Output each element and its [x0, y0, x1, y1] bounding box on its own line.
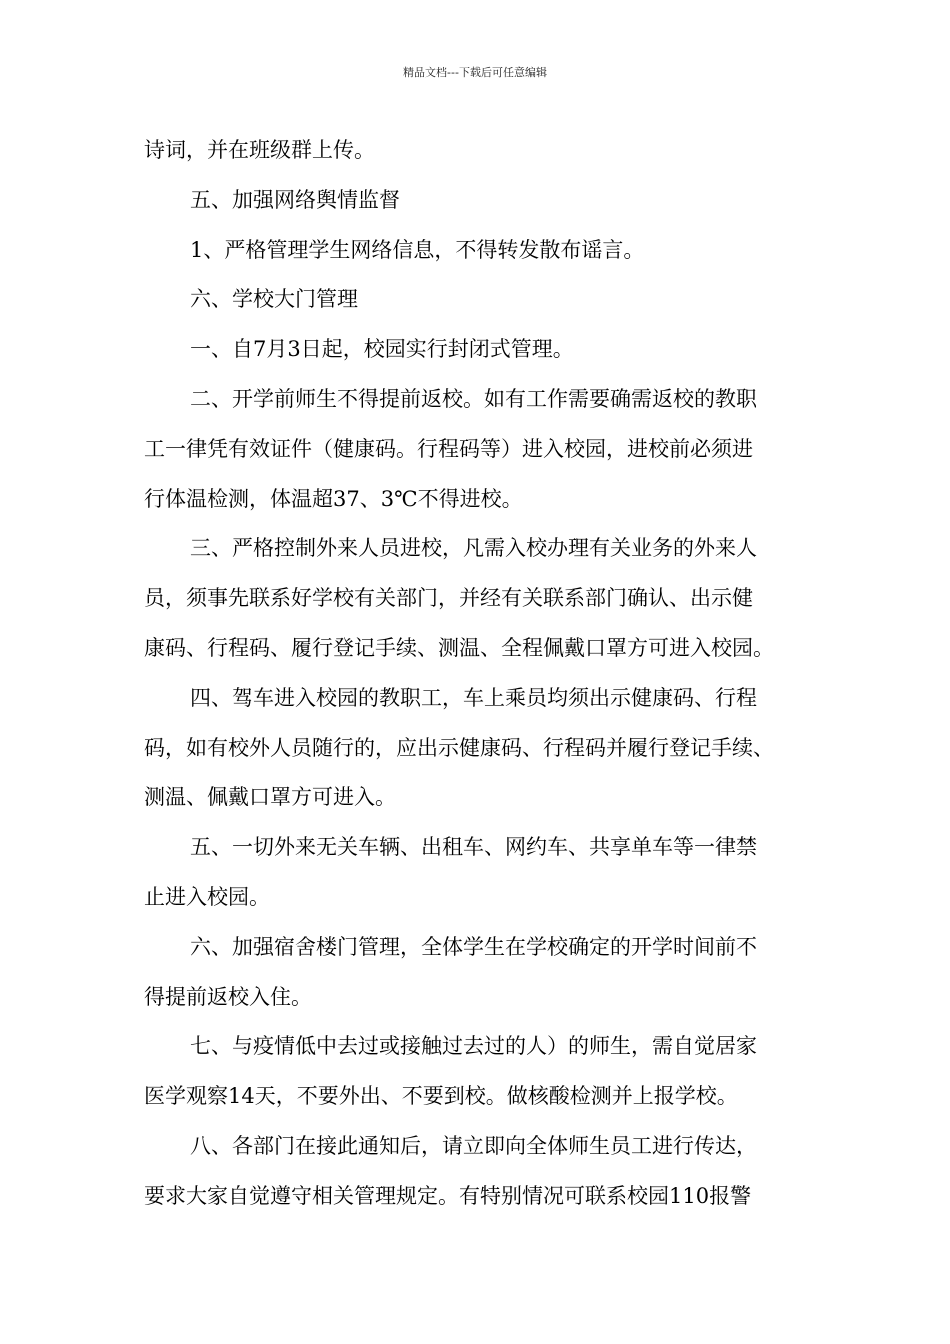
text-line: 七、与疫情低中去过或接触过去过的人）的师生，需自觉居家	[190, 1034, 757, 1059]
text-line: 六、加强宿舍楼门管理，全体学生在学校确定的开学时间前不	[190, 934, 757, 959]
text-line: 康码、行程码、履行登记手续、测温、全程佩戴口罩方可进入校园。	[144, 635, 774, 660]
text-line: 1、严格管理学生网络信息，不得转发散布谣言。	[190, 237, 645, 262]
text-line: 行体温检测，体温超37、3℃不得进校。	[144, 486, 523, 511]
page-header: 精品文档---下载后可任意编辑	[403, 66, 547, 79]
section-heading: 六、学校大门管理	[190, 287, 358, 312]
text-line: 止进入校园。	[144, 884, 270, 909]
text-line: 得提前返校入住。	[144, 984, 312, 1009]
text-line: 八、各部门在接此通知后，请立即向全体师生员工进行传达，	[190, 1133, 757, 1158]
text-line: 一、自7月3日起，校园实行封闭式管理。	[190, 337, 574, 362]
document-body	[144, 126, 824, 1222]
text-line: 码，如有校外人员随行的，应出示健康码、行程码并履行登记手续、	[144, 735, 774, 760]
text-line: 测温、佩戴口罩方可进入。	[144, 785, 396, 810]
text-line: 四、驾车进入校园的教职工，车上乘员均须出示健康码、行程	[190, 685, 757, 710]
section-heading: 五、加强网络舆情监督	[190, 187, 400, 212]
text-line: 员，须事先联系好学校有关部门，并经有关联系部门确认、出示健	[144, 586, 753, 611]
text-line: 三、严格控制外来人员进校，凡需入校办理有关业务的外来人	[190, 536, 757, 561]
text-line: 医学观察14天，不要外出、不要到校。做核酸检测并上报学校。	[144, 1084, 738, 1109]
text-line: 诗词，并在班级群上传。	[144, 138, 375, 162]
text-line: 要求大家自觉遵守相关管理规定。有特别情况可联系校园110报警	[144, 1183, 752, 1208]
text-line: 二、开学前师生不得提前返校。如有工作需要确需返校的教职	[190, 386, 757, 411]
text-line: 工一律凭有效证件（健康码。行程码等）进入校园，进校前必须进	[144, 436, 753, 461]
text-line: 五、一切外来无关车辆、出租车、网约车、共享单车等一律禁	[190, 835, 757, 860]
